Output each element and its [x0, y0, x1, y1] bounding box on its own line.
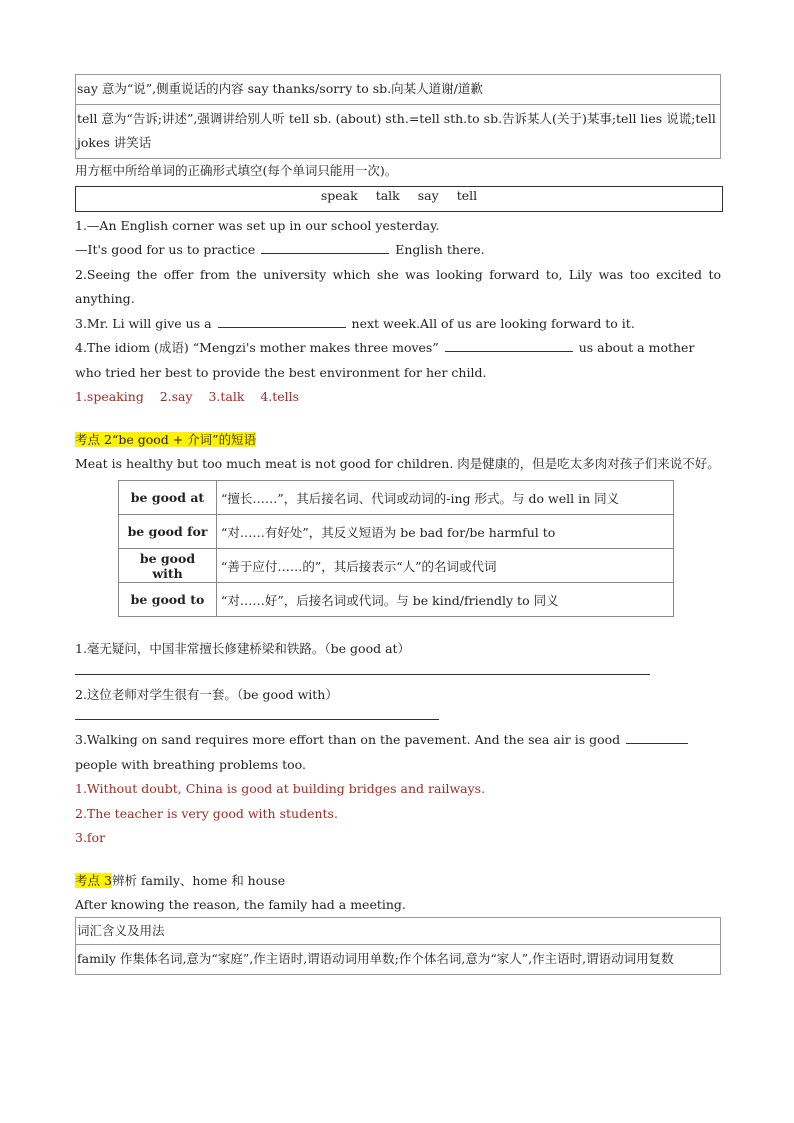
usage-box-heading: 词汇含义及用法: [77, 923, 165, 938]
answer-2-3: 3.for: [75, 830, 106, 845]
question-3: [75, 312, 721, 337]
answer-2-2: 2.The teacher is very good with students.: [75, 805, 338, 821]
exercise-2-1: 1.毫无疑问，中国非常擅长修建桥梁和铁路。（be good at）: [75, 641, 411, 656]
word-say: say: [417, 187, 439, 203]
word-tell: tell: [456, 187, 478, 203]
meaning-cell: “擅长……”，其后接名词、代词或动词的-ing 形式。与 do well in 同义: [217, 481, 674, 515]
tell-usage-row: tell 意为“告诉;讲述”,强调讲给别人听 tell sb. (about) sth.=tell sth.to sb.告诉某人(关于)某事;tell lies 说谎;tell jokes 讲笑话: [76, 104, 720, 158]
worksheet-page: [75, 74, 721, 975]
section-3-label: 考点 3: [75, 872, 112, 888]
phrase-cell: be good with: [119, 549, 217, 583]
question-4-tail: us about a mother who tried her best to provide the best environment for her child.: [75, 340, 695, 380]
question-3-text: 3.Mr. Li will give us a: [75, 315, 212, 331]
phrase-cell: be good at: [119, 481, 217, 515]
exercise-2-2: 2.这位老师对学生很有一套。（be good with）: [75, 686, 338, 702]
section-2-example: Meat is healthy but too much meat is not good for children. 肉是健康的，但是吃太多肉对孩子们来说不好。: [75, 455, 720, 471]
answer-line[interactable]: [75, 662, 650, 675]
exercise-2-3-text: 3.Walking on sand requires more effort than on the pavement. And the sea air is good: [75, 732, 621, 747]
question-1a: 1.—An English corner was set up in our school yesterday.: [75, 217, 440, 233]
say-tell-usage-box: [75, 74, 721, 159]
table-row: [119, 549, 674, 583]
meaning-cell: “对……有好处”，其反义短语为 be bad for/be harmful to: [217, 515, 674, 549]
answer-line[interactable]: [75, 707, 439, 720]
section-2-title: “be good + 介词”的短语: [111, 431, 257, 447]
phrase-cell: be good to: [119, 583, 217, 617]
section-2-label: 考点 2: [75, 431, 112, 447]
question-2: 2.Seeing the offer from the university which she was looking forward to, Lily was too excited to anything.: [75, 266, 721, 306]
meaning-cell: “对……好”，后接名词或代词。与 be kind/friendly to 同义: [217, 583, 674, 617]
exercise-2-3-tail: people with breathing problems too.: [75, 756, 306, 772]
word-box: [75, 186, 723, 212]
question-4: [75, 336, 721, 385]
section-3-example: After knowing the reason, the family had a meeting.: [75, 896, 406, 912]
question-3-tail: next week.All of us are looking forward to it.: [351, 315, 635, 331]
be-good-phrase-table: [118, 480, 674, 617]
exercise-2-3: [75, 728, 721, 777]
answer-blank[interactable]: [218, 315, 346, 328]
table-row: [119, 515, 674, 549]
word-speak: speak: [320, 187, 358, 203]
phrase-cell: be good for: [119, 515, 217, 549]
meaning-cell: “善于应付……的”，其后接表示“人”的名词或代词: [217, 549, 674, 583]
section-2-heading: [75, 428, 721, 452]
question-1b-text: —It's good for us to practice: [75, 242, 256, 257]
family-usage-row: family 作集体名词,意为“家庭”,作主语时,谓语动词用单数;作个体名词,意为“家人”,作主语时,谓语动词用复数: [76, 944, 720, 974]
question-1b: [75, 238, 721, 263]
say-usage-row: say 意为“说”,侧重说话的内容 say thanks/sorry to sb.向某人道谢/道歉: [77, 81, 483, 96]
table-row: [119, 481, 674, 515]
family-usage-box: [75, 917, 721, 975]
section-3-title: 辨析 family、home 和 house: [111, 872, 286, 888]
question-4-text: 4.The idiom (成语) “Mengzi's mother makes three moves”: [75, 340, 439, 355]
word-talk: talk: [375, 187, 400, 203]
section-3-heading: [75, 869, 721, 893]
answer-blank[interactable]: [626, 731, 688, 744]
fill-in-instruction: 用方框中所给单词的正确形式填空(每个单词只能用一次)。: [75, 163, 398, 178]
answer-2-1: 1.Without doubt, China is good at building bridges and railways.: [75, 781, 486, 796]
answers-section-1: 1.speaking 2.say 3.talk 4.tells: [75, 389, 300, 404]
answer-blank[interactable]: [445, 339, 573, 352]
question-1b-tail: English there.: [395, 242, 485, 257]
answer-blank[interactable]: [261, 241, 389, 254]
table-row: [119, 583, 674, 617]
